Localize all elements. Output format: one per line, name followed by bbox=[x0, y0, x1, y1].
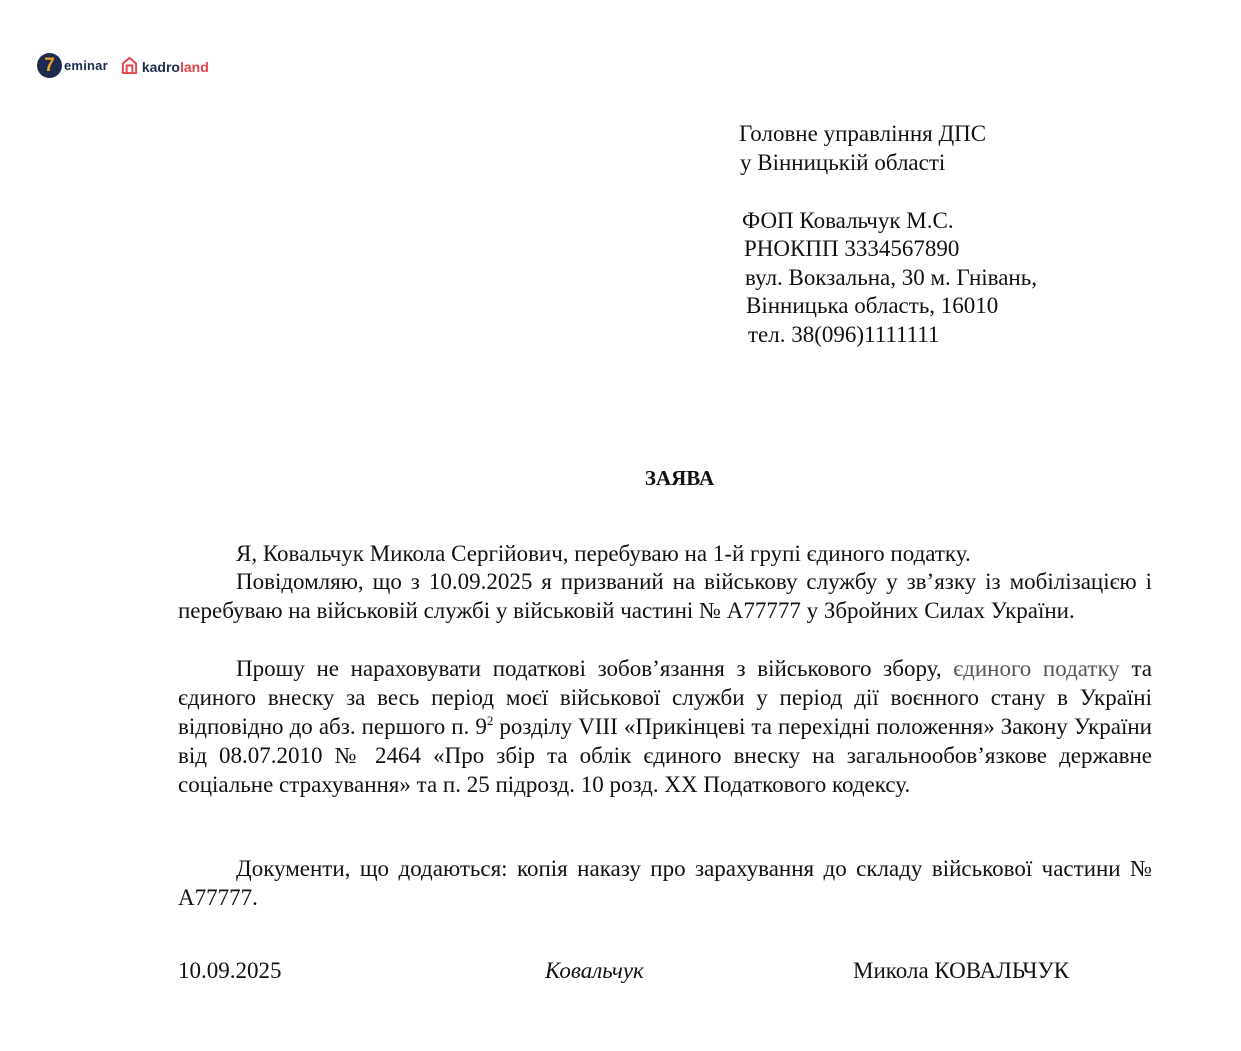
paragraph-3-superscript: 2 bbox=[486, 713, 494, 728]
kadroland-logo-text bbox=[142, 59, 209, 75]
kadroland-house-icon bbox=[120, 56, 139, 75]
signatory-name: Микола КОВАЛЬЧУК bbox=[853, 958, 1070, 983]
sender-region: Вінницька область, 16010 bbox=[746, 293, 999, 318]
paragraph-1-text: Я, Ковальчук Микола Сергійович, перебуваю на 1-й групі єдиного податку. bbox=[236, 541, 971, 566]
seminar-logo-mark: 7 bbox=[37, 53, 62, 78]
paragraph-4 bbox=[178, 854, 1152, 912]
kadroland-logo-text-dark: kadro bbox=[141, 59, 180, 75]
paragraph-3-text-d: розділу VIII «Прикінцеві та перехідні положення» Закону України від 08.07.2010 № 2464 «Про збір та облік єдиного внеску на загальнообов’язкове державне соціальне страхування» та п. 25 підрозд. 10 розд. XX Податкового кодексу. bbox=[178, 714, 1152, 797]
paragraph-2-text: Повідомляю, що з 10.09.2025 я призваний на військову службу у зв’язку із мобілізацією і перебуваю на військовій службі у військовій частині № А77777 у Збройних Силах України. bbox=[178, 569, 1152, 623]
kadroland-logo-text-red: land bbox=[179, 59, 209, 75]
sender-phone: тел. 38(096)1111111 bbox=[748, 322, 940, 347]
document-title: ЗАЯВА bbox=[644, 466, 715, 490]
seminar-logo-text: eminar bbox=[64, 57, 108, 73]
logos bbox=[37, 52, 209, 78]
signature-date: 10.09.2025 bbox=[178, 958, 282, 983]
seminar-logo bbox=[37, 53, 108, 78]
sender-rnokpp: РНОКПП 3334567890 bbox=[744, 236, 960, 261]
paragraph-1 bbox=[178, 539, 1152, 568]
recipient-line-1: Головне управління ДПС bbox=[739, 121, 987, 146]
sender-street: вул. Вокзальна, 30 м. Гнівань, bbox=[745, 265, 1037, 290]
sender-name: ФОП Ковальчук М.С. bbox=[742, 208, 954, 233]
paragraph-3-text-a: Прошу не нараховувати податкові зобов’язання з військового збору, bbox=[236, 656, 942, 681]
paragraph-3 bbox=[178, 654, 1152, 799]
paragraph-3-text-c: та єдиного внеску за весь період моєї військової служби у період дії воєнного стану в Україні відповідно до абз. першого п. 9 bbox=[178, 656, 1152, 739]
recipient-line-2: у Вінницькій області bbox=[740, 150, 946, 175]
signature-handwritten: Ковальчук bbox=[545, 958, 644, 983]
paragraph-4-text: Документи, що додаються: копія наказу про зарахування до складу військової частини № А77777. bbox=[178, 856, 1152, 910]
paragraph-3-text-b: єдиного податку bbox=[941, 656, 1120, 681]
paragraph-2 bbox=[178, 567, 1152, 625]
kadroland-logo bbox=[120, 56, 209, 75]
